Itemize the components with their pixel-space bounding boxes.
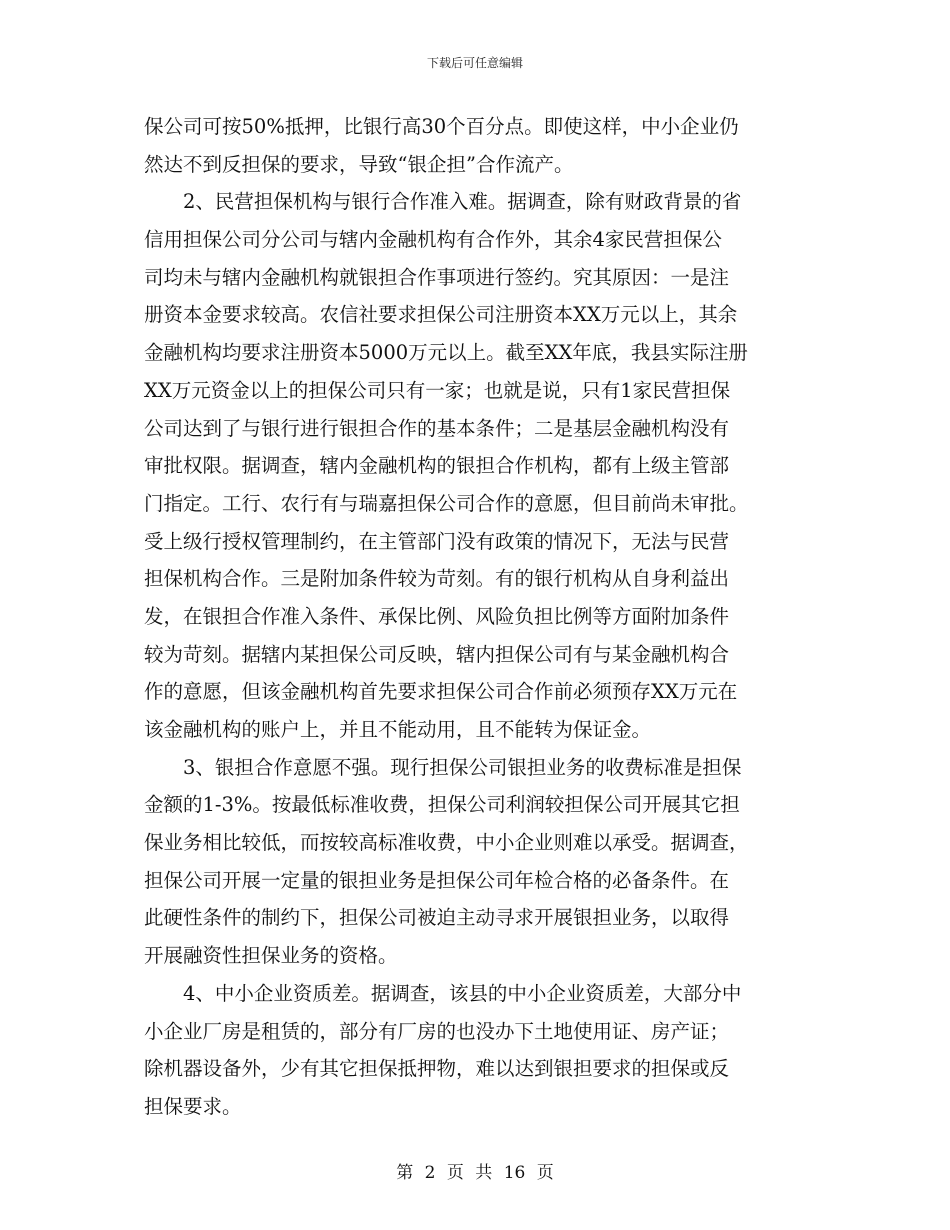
text-line: 此硬性条件的制约下，担保公司被迫主动寻求开展银担业务，以取得 (144, 906, 730, 930)
text-line: 3、银担合作意愿不强。现行担保公司银担业务的收费标准是担保 (144, 755, 742, 779)
text-line: 司均未与辖内金融机构就银担合作事项进行签约。究其原因：一是注 (144, 265, 730, 289)
text-line: 金额的1-3%。按最低标准收费，担保公司利润较担保公司开展其它担 (144, 793, 740, 817)
text-line: XX万元资金以上的担保公司只有一家；也就是说，只有1家民营担保 (144, 378, 731, 402)
text-line: 然达不到反担保的要求，导致“银企担”合作流产。 (144, 152, 574, 176)
text-line: 保公司可按50%抵押，比银行高30个百分点。即使这样，中小企业仍 (144, 115, 739, 138)
text-line: 审批权限。据调查，辖内金融机构的银担合作机构，都有上级主管部 (144, 454, 730, 478)
text-line: 2、民营担保机构与银行合作准入难。据调查，除有财政背景的省 (144, 190, 742, 214)
text-line: 担保要求。 (144, 1094, 242, 1118)
page-header: 下载后可任意编辑 (426, 56, 523, 70)
text-line: 4、中小企业资质差。据调查，该县的中小企业资质差，大部分中 (144, 981, 742, 1005)
text-line: 公司达到了与银行进行银担合作的基本条件；二是基层金融机构没有 (144, 416, 730, 440)
text-line: 发，在银担合作准入条件、承保比例、风险负担比例等方面附加条件 (144, 604, 730, 628)
text-line: 小企业厂房是租赁的，部分有厂房的也没办下土地使用证、房产证； (144, 1019, 730, 1043)
text-line: 作的意愿，但该金融机构首先要求担保公司合作前必须预存XX万元在 (144, 680, 738, 704)
text-line: 受上级行授权管理制约，在主管部门没有政策的情况下，无法与民营 (144, 529, 730, 553)
text-line: 开展融资性担保业务的资格。 (144, 944, 398, 968)
text-line: 金融机构均要求注册资本5000万元以上。截至XX年底，我县实际注册 (144, 341, 748, 365)
text-line: 信用担保公司分公司与辖内金融机构有合作外，其余4家民营担保公 (144, 228, 722, 252)
text-line: 较为苛刻。据辖内某担保公司反映，辖内担保公司有与某金融机构合 (144, 642, 730, 666)
text-line: 该金融机构的账户上，并且不能动用，且不能转为保证金。 (144, 718, 652, 741)
text-line: 担保公司开展一定量的银担业务是担保公司年检合格的必备条件。在 (144, 868, 730, 892)
text-line: 担保机构合作。三是附加条件较为苛刻。有的银行机构从自身利益出 (144, 567, 730, 591)
text-line: 除机器设备外，少有其它担保抵押物，难以达到银担要求的担保或反 (144, 1057, 730, 1081)
text-line: 门指定。工行、农行有与瑞嘉担保公司合作的意愿，但目前尚未审批。 (144, 491, 749, 515)
text-line: 保业务相比较低，而按较高标准收费，中小企业则难以承受。据调查， (144, 831, 749, 855)
document-body (144, 108, 809, 1126)
text-line: 册资本金要求较高。农信社要求担保公司注册资本XX万元以上，其余 (144, 303, 738, 327)
page-footer: 第 2 页 共 16 页 (396, 1163, 554, 1183)
